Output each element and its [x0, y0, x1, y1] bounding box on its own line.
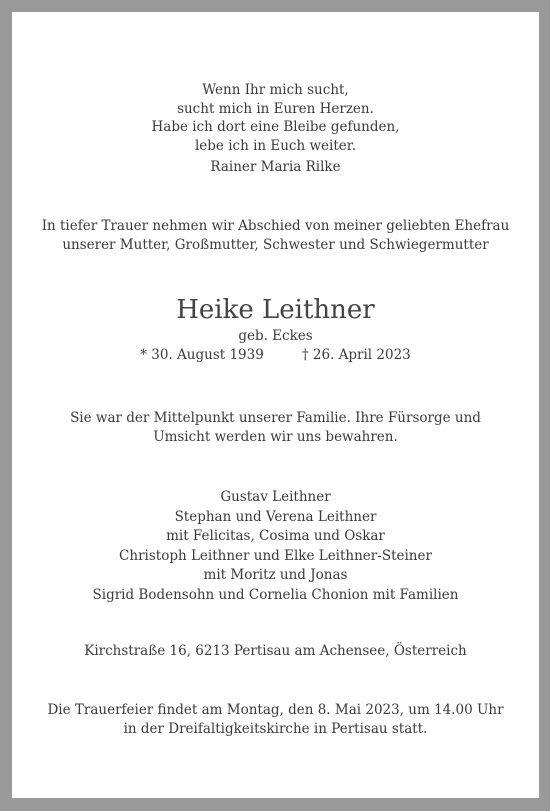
deceased-block: [12, 294, 539, 364]
life-dates: [12, 346, 539, 365]
intro-line: unserer Mutter, Großmutter, Schwester und Schwiegermutter: [62, 236, 489, 253]
mourners-list: [12, 488, 539, 605]
mourner-line: Stephan und Verena Leithner: [174, 508, 377, 525]
poem-line: lebe ich in Euch weiter.: [194, 137, 357, 154]
tribute-line: Umsicht werden wir uns bewahren.: [153, 428, 398, 445]
birth-date: * 30. August 1939: [140, 346, 264, 363]
mourner-line: Sigrid Bodensohn und Cornelia Chonion mit Familien: [92, 586, 459, 603]
poem-line: sucht mich in Euren Herzen.: [177, 100, 374, 117]
death-date: † 26. April 2023: [301, 346, 411, 363]
obituary-card: [12, 12, 539, 798]
intro-line: In tiefer Trauer nehmen wir Abschied von meiner geliebten Ehefrau: [41, 218, 510, 234]
funeral-line: Die Trauerfeier findet am Montag, den 8. Mai 2023, um 14.00 Uhr: [47, 702, 504, 718]
mourner-line: mit Felicitas, Cosima und Oskar: [166, 528, 385, 544]
mourner-line: mit Moritz und Jonas: [203, 567, 348, 583]
address-line: Kirchstraße 16, 6213 Pertisau am Achensee, Österreich: [84, 643, 467, 659]
tribute-line: Sie war der Mittelpunkt unserer Familie. Ihre Fürsorge und: [70, 410, 481, 426]
funeral-info: [12, 701, 539, 738]
mourner-line: Christoph Leithner und Elke Leithner-Steiner: [119, 547, 432, 564]
funeral-line: in der Dreifaltigkeitskirche in Pertisau statt.: [123, 720, 428, 737]
tribute-text: [12, 409, 539, 446]
mourner-line: Gustav Leithner: [220, 489, 331, 505]
address-block: [12, 642, 539, 661]
poem-author: Rainer Maria Rilke: [210, 159, 341, 175]
intro-text: [12, 217, 539, 254]
birth-name: geb. Eckes: [238, 328, 313, 344]
deceased-name: Heike Leithner: [176, 295, 375, 325]
poem-line: Habe ich dort eine Bleibe gefunden,: [151, 119, 400, 135]
poem-block: [12, 81, 539, 177]
poem-line: Wenn Ihr mich sucht,: [202, 82, 349, 98]
